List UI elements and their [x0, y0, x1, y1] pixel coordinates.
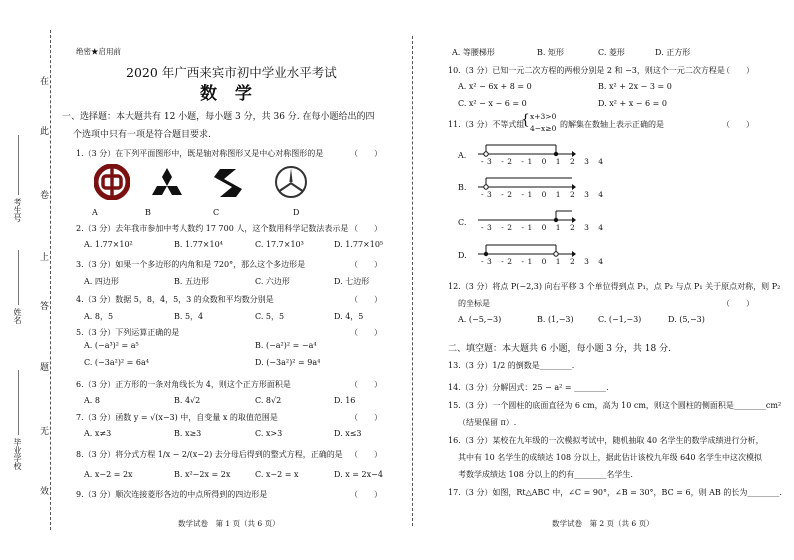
field-line	[18, 370, 19, 435]
inequality-2: 4−x≥0	[530, 124, 557, 133]
question-12: 12.（3 分）将点 P(−2,3) 向右平移 3 个单位得到点 P₁，点 P₂ 与点 P₁ 关于原点对称，则 P₂	[448, 282, 781, 291]
option: C. 六边形	[255, 277, 290, 286]
field-student-number: 考生号	[13, 198, 22, 222]
option: D. 4，5	[334, 312, 364, 321]
option: D. (−3a²)² = 9a⁴	[255, 358, 321, 367]
suzuki-logo-icon	[210, 165, 246, 201]
section2-heading: 二、填空题：本大题共 6 小题，每小题 3 分，共 18 分.	[448, 344, 671, 354]
number-line-ticks: -3 -2 -1 0 1 2 3 4	[481, 223, 607, 232]
option: C. 17.7×10³	[255, 240, 304, 249]
answer-paren: （ ）	[350, 413, 382, 422]
option-label: D	[293, 208, 300, 217]
option: A. x−2 = 2x	[84, 470, 133, 479]
bank-of-china-logo-icon	[94, 164, 130, 200]
question-5: 5.（3 分）下列运算正确的是	[76, 328, 180, 337]
answer-paren: （ ）	[722, 120, 754, 129]
answer-paren: （ ）	[722, 66, 754, 75]
option: A. 1.77×10²	[84, 240, 133, 249]
question-4: 4.（3 分）数据 5，8，4，5，3 的众数和平均数分别是	[76, 295, 274, 304]
option: D. 七边形	[334, 277, 370, 286]
option-label: A.	[458, 151, 467, 160]
question-2: 2.（3 分）去年我市参加中考人数约 17 700 人，这个数用科学记数法表示是	[76, 224, 349, 233]
mercedes-logo-icon	[273, 164, 309, 200]
option: C. (−3a²)² = 6a⁴	[84, 358, 149, 367]
answer-paren: （ ）	[350, 490, 382, 499]
margin-char: 题	[40, 363, 50, 373]
margin-char: 上	[40, 253, 50, 263]
answer-paren: （ ）	[350, 328, 382, 337]
number-line-ticks: -3 -2 -1 0 1 2 3 4	[481, 190, 607, 199]
option: A. (−a³)² = a⁵	[84, 341, 139, 350]
question-14: 14.（3 分）分解因式：25 − a² = ________.	[448, 383, 609, 392]
question-3: 3.（3 分）如果一个多边形的内角和是 720°，那么这个多边形是	[76, 260, 306, 269]
page-footer: 数学试卷 第 2 页（共 6 页）	[552, 519, 654, 528]
question-16-cont: 其中有 10 名学生的成绩达 108 分以上，据此估计该校九年级 640 名学生中这次模拟	[458, 453, 762, 462]
option: A. x≠3	[84, 429, 112, 438]
margin-char: 此	[40, 127, 50, 137]
field-name: 姓名	[13, 308, 22, 324]
option: B. x² + 2x − 3 = 0	[598, 82, 672, 91]
answer-paren: （ ）	[350, 260, 382, 269]
option: C. 菱形	[598, 48, 625, 57]
question-11: 11.（3 分）不等式组	[448, 120, 525, 129]
option-label: A	[92, 208, 98, 217]
answer-paren: （ ）	[350, 224, 382, 233]
option: D. (5,−3)	[668, 315, 705, 324]
number-line-ticks: -3 -2 -1 0 1 2 3 4	[481, 157, 607, 166]
mitsubishi-logo-icon	[149, 166, 185, 202]
option: B. (1,−3)	[537, 315, 574, 324]
margin-char: 答	[40, 302, 50, 312]
option: D. x = 2x−4	[334, 470, 383, 479]
option: D. 正方形	[655, 48, 691, 57]
question-7: 7.（3 分）函数 y = √(x−3) 中，自变量 x 的取值范围是	[76, 413, 278, 422]
option: A. (−5,−3)	[458, 315, 502, 324]
answer-paren: （ ）	[350, 450, 382, 459]
option: A. 四边形	[84, 277, 119, 286]
option: B. x²−2x = 2x	[174, 470, 231, 479]
inequality-1: x+3>0	[530, 112, 557, 121]
question-6: 6.（3 分）正方形的一条对角线长为 4，则这个正方形面积是	[76, 380, 291, 389]
field-school: 毕业学校	[13, 438, 22, 470]
option: B. (−a²)² = −a⁴	[255, 341, 317, 350]
option: B. 1.77×10⁴	[174, 240, 223, 249]
option-label: D.	[458, 251, 467, 260]
question-16-cont2: 考数学成绩达 108 分以上的约有________名学生.	[458, 470, 633, 479]
option: D. 16	[334, 396, 356, 405]
option-label: C.	[458, 218, 467, 227]
option: A. 8	[84, 396, 100, 405]
question-15: 15.（3 分）一个圆柱的底面直径为 6 cm，高为 10 cm，则这个圆柱的侧面积是________cm²	[448, 401, 782, 410]
option: C. x² − x − 6 = 0	[458, 99, 527, 108]
exam-title: 2020 年广西来宾市初中学业水平考试	[126, 65, 337, 80]
number-line-ticks: -3 -2 -1 0 1 2 3 4	[481, 257, 607, 266]
field-line	[18, 135, 19, 195]
answer-paren: （ ）	[350, 295, 382, 304]
option: D. x² + x − 6 = 0	[598, 99, 667, 108]
option: B. 4√2	[174, 396, 201, 405]
option: A. x² − 6x + 8 = 0	[458, 82, 532, 91]
question-11-tail: 的解集在数轴上表示正确的是	[560, 120, 664, 129]
field-line	[18, 250, 19, 305]
option-label: B	[145, 208, 151, 217]
question-10: 10.（3 分）已知一元二次方程的两根分别是 2 和 −3，则这个一元二次方程是	[448, 66, 725, 75]
margin-char: 卷	[40, 191, 50, 201]
option: B. x≥3	[174, 429, 202, 438]
option: C. x>3	[255, 429, 283, 438]
option: C. 8√2	[255, 396, 282, 405]
question-9: 9.（3 分）顺次连接菱形各边的中点所得到的四边形是	[76, 490, 268, 499]
option: D. 1.77×10⁵	[334, 240, 384, 249]
margin-char: 效	[40, 487, 50, 497]
brace: {	[521, 112, 530, 128]
option: D. x≤3	[334, 429, 362, 438]
answer-paren: （ ）	[350, 149, 382, 158]
question-17: 17.（3 分）如图，Rt△ABC 中，∠C = 90°，∠B = 30°，BC = 6，则 AB 的长为________.	[448, 488, 782, 497]
subject-title: 数 学	[200, 84, 258, 104]
section1-heading: 一、选择题：本大题共有 12 小题，每小题 3 分，共 36 分. 在每小题给出的四	[62, 112, 375, 122]
option: B. 5，4	[174, 312, 204, 321]
binding-dashed-line	[50, 30, 51, 530]
option-label: C	[213, 208, 220, 217]
option: B. 五边形	[174, 277, 209, 286]
option: C. (−1,−3)	[598, 315, 642, 324]
question-12-cont: 的坐标是	[458, 299, 490, 308]
option: C. x−2 = x	[255, 470, 299, 479]
option: A. 等腰梯形	[452, 48, 495, 57]
answer-paren: （ ）	[350, 380, 382, 389]
answer-paren: （ ）	[722, 299, 754, 308]
option: B. 矩形	[537, 48, 564, 57]
option: C. 5，5	[255, 312, 285, 321]
option: A. 8，5	[84, 312, 114, 321]
page-divider	[412, 36, 413, 526]
question-8: 8.（3 分）将分式方程 1/x − 2/(x−2) 去分母后得到的整式方程，正确的是	[76, 450, 343, 459]
margin-char: 无	[40, 427, 50, 437]
question-16: 16.（3 分）某校在九年级的一次模拟考试中，随机抽取 40 名学生的数学成绩进行分析，	[448, 436, 764, 445]
option-label: B.	[458, 183, 467, 192]
margin-char: 在	[40, 77, 50, 87]
question-13: 13.（3 分）1/2 的倒数是________.	[448, 361, 575, 370]
question-15-cont: （结果保留 π）.	[458, 418, 517, 427]
page-footer: 数学试卷 第 1 页（共 6 页）	[178, 519, 280, 528]
question-1: 1.（3 分）在下列平面图形中，既是轴对称图形又是中心对称图形的是	[76, 149, 324, 158]
section1-heading-cont: 个选项中只有一项是符合题目要求.	[73, 130, 211, 140]
secret-label: 绝密★启用前	[76, 47, 121, 56]
